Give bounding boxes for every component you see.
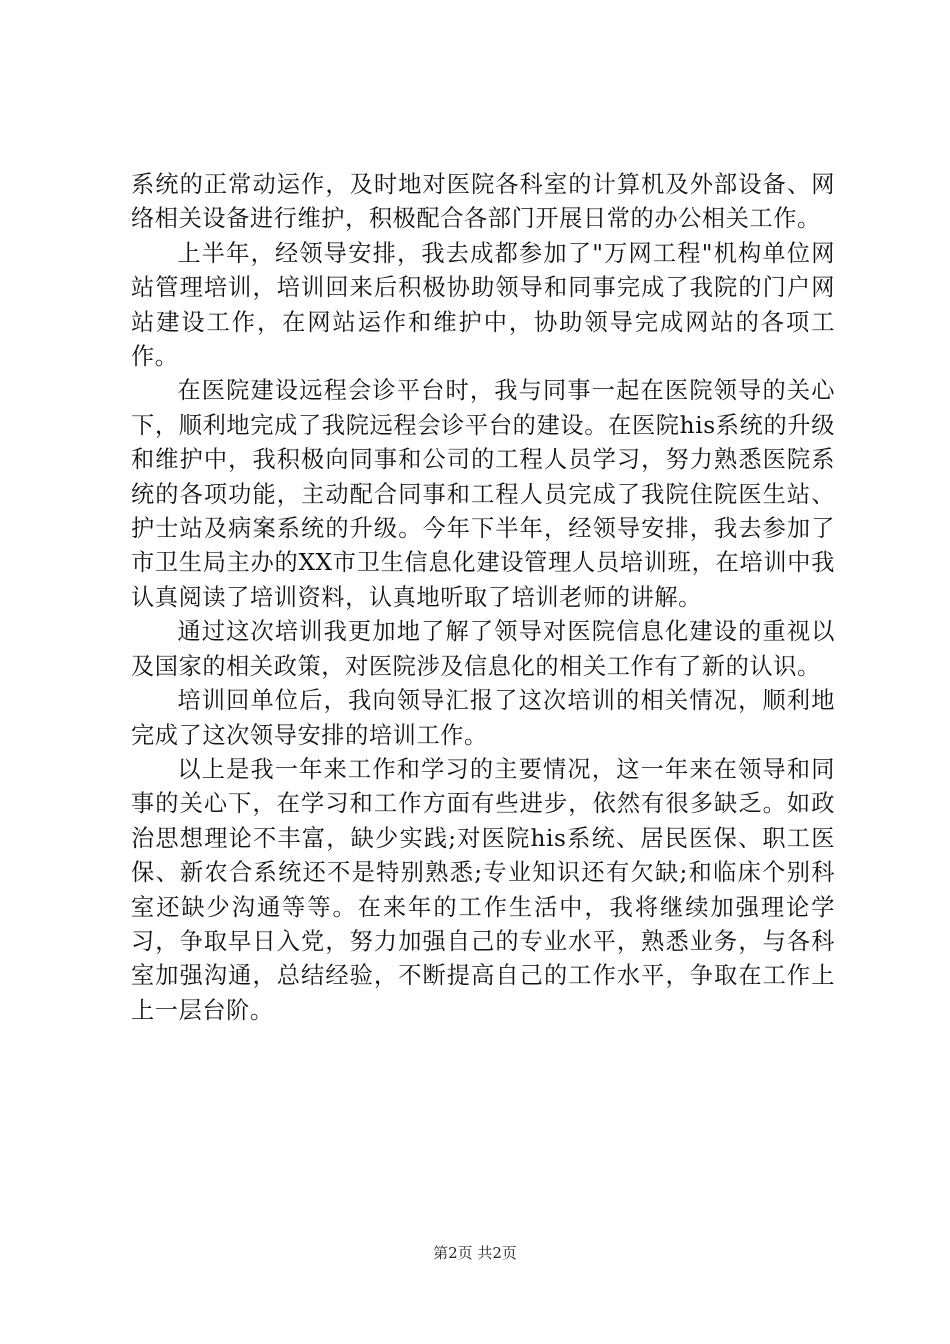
paragraph: 以上是我一年来工作和学习的主要情况，这一年来在领导和同事的关心下，在学习和工作方面有些进步，依然有很多缺乏。如政治思想理论不丰富，缺少实践;对医院his系统、居民医保、职工医保、新农合系统还不是特别熟悉;专业知识还有欠缺;和临床个别科室还缺少沟通等等。在来年的工作生活中，我将继续加强理论学习，争取早日入党，努力加强自己的专业水平，熟悉业务，与各科室加强沟通，总结经验，不断提高自己的工作水平，争取在工作上上一层台阶。	[131, 755, 835, 1024]
paragraph: 培训回单位后，我向领导汇报了这次培训的相关情况，顺利地完成了这次领导安排的培训工作。	[131, 687, 835, 749]
paragraph: 上半年，经领导安排，我去成都参加了"万网工程"机构单位网站管理培训，培训回来后积极协助领导和同事完成了我院的门户网站建设工作，在网站运作和维护中，协助领导完成网站的各项工作。	[131, 239, 835, 371]
paragraph: 在医院建设远程会诊平台时，我与同事一起在医院领导的关心下，顺利地完成了我院远程会诊平台的建设。在医院his系统的升级和维护中，我积极向同事和公司的工程人员学习，努力熟悉医院系统的各项功能，主动配合同事和工程人员完成了我院住院医生站、护士站及病案系统的升级。今年下半年，经领导安排，我去参加了市卫生局主办的XX市卫生信息化建设管理人员培训班，在培训中我认真阅读了培训资料，认真地听取了培训老师的讲解。	[131, 377, 835, 611]
document-body	[131, 168, 835, 1028]
paragraph-continuation: 系统的正常动运作，及时地对医院各科室的计算机及外部设备、网络相关设备进行维护，积极配合各部门开展日常的办公相关工作。	[131, 171, 835, 233]
page-footer: 第2页 共2页	[433, 1244, 517, 1262]
paragraph: 通过这次培训我更加地了解了领导对医院信息化建设的重视以及国家的相关政策，对医院涉及信息化的相关工作有了新的认识。	[131, 618, 835, 680]
